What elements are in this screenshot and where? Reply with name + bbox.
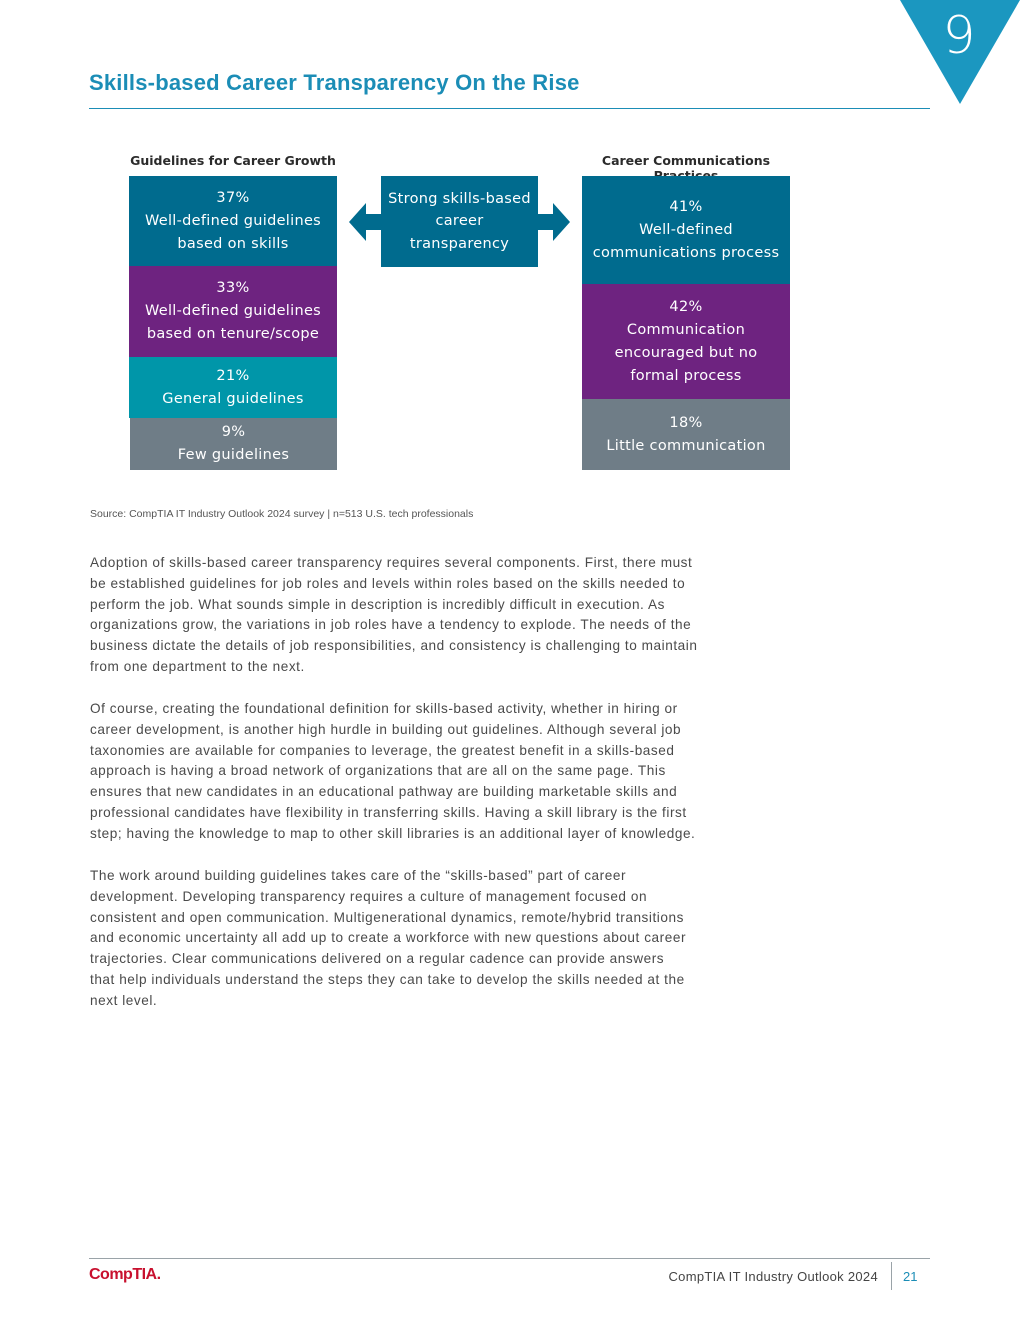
source-note: Source: CompTIA IT Industry Outlook 2024 survey | n=513 U.S. tech professionals <box>90 508 474 520</box>
text-line: The work around building guidelines takes care of the “skills-based” part of career <box>90 868 627 883</box>
text-line: Adoption of skills-based career transparency requires several components. First, there must <box>90 555 693 570</box>
center-label-line: career <box>435 213 484 230</box>
text-line: Of course, creating the foundational definition for skills-based activity, whether in hiring or <box>90 701 678 716</box>
footer-divider <box>89 1258 930 1259</box>
publication-name: CompTIA IT Industry Outlook 2024 <box>668 1269 878 1284</box>
segment-label: Well-defined <box>639 221 733 238</box>
text-line: step; having the knowledge to map to other skill libraries is an additional layer of knowledge. <box>90 825 696 841</box>
segment-label: based on tenure/scope <box>146 326 320 342</box>
segment-value: 21% <box>216 367 250 384</box>
page-title: Skills-based Career Transparency On the Rise <box>89 70 580 95</box>
segment-label: communications process <box>592 244 780 261</box>
comptia-logo: CompTIA. <box>89 1266 161 1283</box>
left-column-title: Guidelines for Career Growth <box>130 153 336 168</box>
text-line: ensures that new candidates in an educational pathway are building marketable skills and <box>90 784 678 800</box>
center-label-line: transparency <box>409 235 510 252</box>
title-divider <box>89 108 930 109</box>
footer-vertical-divider <box>891 1262 892 1290</box>
text-line: perform the job. What sounds simple in description is incredibly difficult in execution. As <box>90 596 665 612</box>
text-line: and economic uncertainty all add up to create a workforce with new questions about career <box>90 930 687 946</box>
body-paragraph-2 <box>90 699 790 845</box>
chapter-number: 9 <box>942 6 976 66</box>
text-line: business dictate the details of job responsibilities, and consistency is challenging to maintain <box>90 638 698 654</box>
segment-value: 9% <box>221 424 246 440</box>
left-segment-general <box>129 357 337 418</box>
text-line: taxonomies are available for companies to leverage, the greatest benefit in a skills-based <box>90 742 675 758</box>
segment-value: 41% <box>669 198 703 215</box>
center-label-box <box>381 176 538 267</box>
left-segment-few <box>130 418 337 470</box>
text-line: that help individuals understand the steps they can take to develop the skills needed at the <box>90 971 685 987</box>
segment-label: based on skills <box>177 235 289 252</box>
right-segment-little <box>582 399 790 470</box>
segment-value: 37% <box>216 189 250 206</box>
body-paragraph-1 <box>90 553 790 678</box>
left-segment-skills <box>129 176 337 266</box>
text-line: career development, is another high hurdle in building out guidelines. Although several job <box>90 721 682 737</box>
text-line: from one department to the next. <box>90 658 305 674</box>
segment-label: General guidelines <box>162 390 304 407</box>
left-segment-tenure <box>129 266 337 357</box>
segment-value: 33% <box>216 280 250 296</box>
text-line: development. Developing transparency requires a culture of management focused on <box>90 888 648 904</box>
segment-label: Well-defined guidelines <box>144 303 322 319</box>
right-arrow-icon <box>538 203 570 241</box>
segment-label: formal process <box>630 367 742 384</box>
text-line: organizations grow, the variations in job roles have a tendency to explode. The needs of the <box>90 617 692 633</box>
center-label-line: Strong skills-based <box>388 190 531 207</box>
segment-value: 42% <box>669 298 703 315</box>
left-arrow-icon <box>349 203 381 241</box>
right-column-title: Career Communications <box>601 153 771 168</box>
segment-label: encouraged but no <box>614 344 758 361</box>
segment-label: Few guidelines <box>177 447 290 463</box>
text-line: be established guidelines for job roles and levels within roles based on the skills needed to <box>90 575 686 591</box>
body-paragraph-3 <box>90 866 790 1012</box>
segment-label: Well-defined guidelines <box>144 212 322 229</box>
text-line: trajectories. Clear communications delivered on a regular cadence can provide answers <box>90 951 665 967</box>
text-line: approach is having a broad network of organizations that are all on the same page. This <box>90 763 666 779</box>
segment-label: Little communication <box>606 437 766 454</box>
segment-value: 18% <box>669 414 703 431</box>
page-number: 21 <box>903 1269 918 1284</box>
text-line: next level. <box>90 992 158 1008</box>
right-segment-well-defined <box>582 176 790 284</box>
text-line: consistent and open communication. Multigenerational dynamics, remote/hybrid transitions <box>90 909 684 925</box>
segment-label: Communication <box>626 321 746 338</box>
text-line: professional candidates have flexibility in transferring skills. Having a skill library is the first <box>90 804 687 820</box>
right-segment-encouraged <box>582 284 790 399</box>
